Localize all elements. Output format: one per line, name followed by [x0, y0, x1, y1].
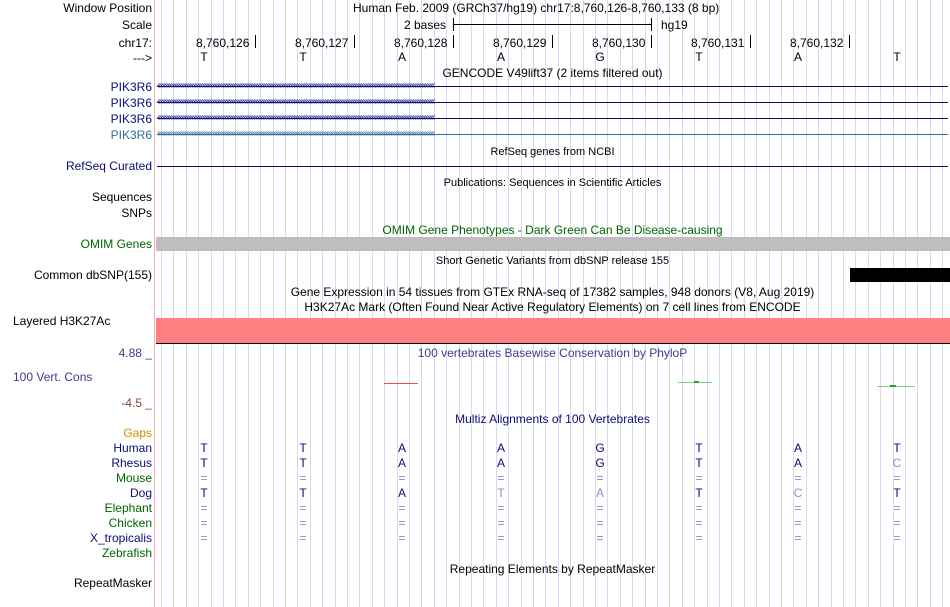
multiz-base: = — [398, 531, 406, 545]
multiz-species-label[interactable]: Human — [113, 441, 152, 455]
multiz-base: = — [200, 516, 208, 530]
dbsnp-track-title: Short Genetic Variants from dbSNP release 155 — [435, 255, 670, 267]
sequence-base: A — [793, 50, 802, 64]
repeatmasker-track-title: Repeating Elements by RepeatMasker — [449, 562, 656, 576]
multiz-base: T — [893, 486, 901, 500]
multiz-base: = — [299, 471, 307, 485]
multiz-base: = — [398, 501, 406, 515]
ruler-position-label: 8,760,128 — [394, 36, 448, 50]
multiz-base: = — [596, 531, 604, 545]
multiz-base: T — [497, 486, 505, 500]
chrom-label: chr17: — [118, 36, 152, 50]
h3k27ac-track-label[interactable]: Layered H3K27Ac — [13, 314, 111, 328]
publications-snps-label[interactable]: SNPs — [121, 206, 152, 220]
multiz-species-label[interactable]: Elephant — [104, 501, 152, 515]
refseq-track-title: RefSeq genes from NCBI — [490, 146, 615, 158]
multiz-base: C — [892, 456, 902, 470]
phylop-score-negative — [384, 383, 418, 384]
multiz-species-label[interactable]: Mouse — [115, 471, 152, 485]
multiz-base: = — [398, 516, 406, 530]
multiz-base: = — [497, 531, 505, 545]
omim-track-label[interactable]: OMIM Genes — [80, 237, 152, 251]
phylop-score-positive-peak — [694, 381, 699, 383]
multiz-base: A — [496, 456, 505, 470]
ruler-tick — [354, 35, 355, 48]
sequence-base: A — [496, 50, 505, 64]
h3k27ac-track-title: H3K27Ac Mark (Often Found Near Active Regulatory Elements) on 7 cell lines from ENCODE — [304, 300, 801, 314]
gtex-track-title: Gene Expression in 54 tissues from GTEx RNA-seq of 17382 samples, 948 donors (V8, Aug 2019) — [290, 285, 815, 299]
ruler-position-label: 8,760,130 — [592, 36, 646, 50]
multiz-base: = — [299, 501, 307, 515]
strand-label: ---> — [133, 51, 152, 65]
multiz-base: = — [497, 516, 505, 530]
multiz-base: A — [397, 441, 406, 455]
multiz-base: = — [794, 471, 802, 485]
multiz-base: A — [397, 456, 406, 470]
multiz-base: G — [595, 456, 605, 470]
ruler-tick — [453, 35, 454, 48]
multiz-base: = — [695, 531, 703, 545]
ruler-tick — [552, 35, 553, 48]
multiz-base: = — [893, 471, 901, 485]
multiz-base: = — [299, 531, 307, 545]
h3k27ac-signal[interactable] — [156, 318, 950, 344]
multiz-base: = — [695, 501, 703, 515]
ruler-tick — [651, 35, 652, 48]
phylop-min-label: -4.5 _ — [121, 396, 152, 410]
multiz-base: = — [596, 471, 604, 485]
multiz-base: = — [200, 501, 208, 515]
refseq-track-label[interactable]: RefSeq Curated — [65, 159, 152, 173]
multiz-base: A — [496, 441, 505, 455]
multiz-base: T — [200, 486, 208, 500]
assembly-label: hg19 — [661, 18, 688, 32]
multiz-base: = — [794, 531, 802, 545]
multiz-base: = — [893, 516, 901, 530]
multiz-track-title: Multiz Alignments of 100 Vertebrates — [455, 412, 650, 426]
multiz-base: = — [497, 501, 505, 515]
multiz-base: = — [200, 471, 208, 485]
phylop-track-title: 100 vertebrates Basewise Conservation by PhyloP — [417, 346, 688, 360]
multiz-base: = — [497, 471, 505, 485]
publications-track-title: Publications: Sequences in Scientific Articles — [443, 177, 662, 189]
gencode-gene-label-4[interactable]: PIK3R6 — [110, 128, 152, 142]
multiz-base: C — [793, 486, 803, 500]
phylop-score-positive-2-peak — [890, 385, 896, 387]
multiz-base: T — [200, 441, 208, 455]
multiz-base: T — [695, 456, 703, 470]
gencode-gene-label-2[interactable]: PIK3R6 — [110, 96, 152, 110]
sequence-base: G — [595, 50, 605, 64]
repeatmasker-track-label[interactable]: RepeatMasker — [73, 576, 152, 590]
sequence-base: T — [299, 50, 307, 64]
ruler-tick — [750, 35, 751, 48]
sequence-base: T — [695, 50, 703, 64]
phylop-score-positive-2 — [877, 386, 915, 387]
gencode-transcript-4[interactable]: ‹‹‹‹‹‹‹‹‹‹‹‹‹‹‹‹‹‹‹‹‹‹‹‹‹‹‹‹‹‹‹‹‹‹‹‹‹‹‹‹‹‹‹‹‹‹‹‹‹‹‹‹‹‹‹‹‹‹‹‹‹‹‹‹‹‹‹‹‹‹‹‹‹‹‹‹‹‹‹‹‹‹‹‹‹‹‹‹‹‹‹‹‹‹‹‹‹‹‹‹‹‹‹‹‹‹‹‹‹‹‹‹‹‹‹‹‹‹‹‹‹‹‹‹‹‹‹‹‹‹‹‹‹‹‹‹‹‹‹‹‹‹‹‹‹‹‹‹‹‹‹‹‹‹‹‹‹‹‹‹ — [157, 129, 948, 141]
scale-bar-left-cap — [453, 18, 454, 31]
scale-value: 2 bases — [404, 18, 447, 32]
multiz-base: = — [398, 471, 406, 485]
phylop-max-label: 4.88 _ — [118, 346, 152, 360]
multiz-base: = — [893, 501, 901, 515]
gencode-transcript-3[interactable]: ‹‹‹‹‹‹‹‹‹‹‹‹‹‹‹‹‹‹‹‹‹‹‹‹‹‹‹‹‹‹‹‹‹‹‹‹‹‹‹‹‹‹‹‹‹‹‹‹‹‹‹‹‹‹‹‹‹‹‹‹‹‹‹‹‹‹‹‹‹‹‹‹‹‹‹‹‹‹‹‹‹‹‹‹‹‹‹‹‹‹‹‹‹‹‹‹‹‹‹‹‹‹‹‹‹‹‹‹‹‹‹‹‹‹‹‹‹‹‹‹‹‹‹‹‹‹‹‹‹‹‹‹‹‹‹‹‹‹‹‹‹‹‹‹‹‹‹‹‹‹‹‹‹‹‹‹‹‹‹‹ — [157, 113, 948, 125]
multiz-base: = — [794, 516, 802, 530]
multiz-base: T — [695, 486, 703, 500]
sequence-base: A — [397, 50, 406, 64]
browser-title: Human Feb. 2009 (GRCh37/hg19) chr17:8,760,126-8,760,133 (8 bp) — [353, 1, 720, 15]
multiz-species-label[interactable]: X_tropicalis — [89, 531, 152, 545]
publications-sequences-label[interactable]: Sequences — [91, 190, 152, 204]
ruler-position-label: 8,760,126 — [196, 36, 250, 50]
multiz-base: = — [200, 531, 208, 545]
gencode-track-title: GENCODE V49lift37 (2 items filtered out) — [442, 66, 663, 80]
dbsnp-track-label[interactable]: Common dbSNP(155) — [33, 268, 152, 282]
multiz-species-label[interactable]: Zebrafish — [101, 546, 152, 560]
multiz-base: T — [299, 441, 307, 455]
multiz-species-label[interactable]: Dog — [129, 486, 152, 500]
scale-label: Scale — [121, 18, 152, 32]
multiz-base: A — [793, 456, 802, 470]
gencode-transcript-2[interactable]: ‹‹‹‹‹‹‹‹‹‹‹‹‹‹‹‹‹‹‹‹‹‹‹‹‹‹‹‹‹‹‹‹‹‹‹‹‹‹‹‹‹‹‹‹‹‹‹‹‹‹‹‹‹‹‹‹‹‹‹‹‹‹‹‹‹‹‹‹‹‹‹‹‹‹‹‹‹‹‹‹‹‹‹‹‹‹‹‹‹‹‹‹‹‹‹‹‹‹‹‹‹‹‹‹‹‹‹‹‹‹‹‹‹‹‹‹‹‹‹‹‹‹‹‹‹‹‹‹‹‹‹‹‹‹‹‹‹‹‹‹‹‹‹‹‹‹‹‹‹‹‹‹‹‹‹‹‹‹‹‹ — [157, 97, 948, 109]
gencode-gene-label-1[interactable]: PIK3R6 — [110, 80, 152, 94]
sequence-base: T — [893, 50, 901, 64]
multiz-base: T — [200, 456, 208, 470]
gencode-transcript-1[interactable]: ‹‹‹‹‹‹‹‹‹‹‹‹‹‹‹‹‹‹‹‹‹‹‹‹‹‹‹‹‹‹‹‹‹‹‹‹‹‹‹‹‹‹‹‹‹‹‹‹‹‹‹‹‹‹‹‹‹‹‹‹‹‹‹‹‹‹‹‹‹‹‹‹‹‹‹‹‹‹‹‹‹‹‹‹‹‹‹‹‹‹‹‹‹‹‹‹‹‹‹‹‹‹‹‹‹‹‹‹‹‹‹‹‹‹‹‹‹‹‹‹‹‹‹‹‹‹‹‹‹‹‹‹‹‹‹‹‹‹‹‹‹‹‹‹‹‹‹‹‹‹‹‹‹‹‹‹‹‹‹‹ — [157, 81, 948, 93]
multiz-base: A — [595, 486, 604, 500]
multiz-base: = — [893, 531, 901, 545]
multiz-species-label[interactable]: Rhesus — [111, 456, 152, 470]
ruler-tick — [849, 35, 850, 48]
multiz-base: T — [299, 486, 307, 500]
omim-gene-bar[interactable] — [156, 237, 950, 251]
multiz-base: = — [695, 516, 703, 530]
multiz-base: T — [695, 441, 703, 455]
scale-bar-right-cap — [651, 18, 652, 31]
multiz-base: = — [596, 516, 604, 530]
multiz-base: = — [299, 516, 307, 530]
multiz-base: A — [397, 486, 406, 500]
ruler-position-label: 8,760,127 — [295, 36, 349, 50]
multiz-base: T — [299, 456, 307, 470]
ruler-position-label: 8,760,132 — [790, 36, 844, 50]
scale-bar — [453, 24, 652, 25]
phylop-track-label[interactable]: 100 Vert. Cons — [13, 370, 93, 384]
multiz-base: T — [893, 441, 901, 455]
ruler-position-label: 8,760,129 — [493, 36, 547, 50]
multiz-base: = — [596, 501, 604, 515]
multiz-base: G — [595, 441, 605, 455]
multiz-species-label[interactable]: Chicken — [108, 516, 152, 530]
omim-track-title: OMIM Gene Phenotypes - Dark Green Can Be Disease-causing — [382, 223, 723, 237]
gencode-gene-label-3[interactable]: PIK3R6 — [110, 112, 152, 126]
multiz-gaps-label: Gaps — [123, 426, 152, 440]
multiz-base: = — [695, 471, 703, 485]
refseq-gene-line[interactable] — [157, 166, 948, 167]
multiz-base: A — [793, 441, 802, 455]
window-position-label: Window Position — [63, 1, 152, 15]
ruler-position-label: 8,760,131 — [691, 36, 745, 50]
multiz-base: = — [794, 501, 802, 515]
sequence-base: T — [200, 50, 208, 64]
dbsnp-variant-block[interactable] — [850, 268, 950, 282]
ruler-tick — [255, 35, 256, 48]
